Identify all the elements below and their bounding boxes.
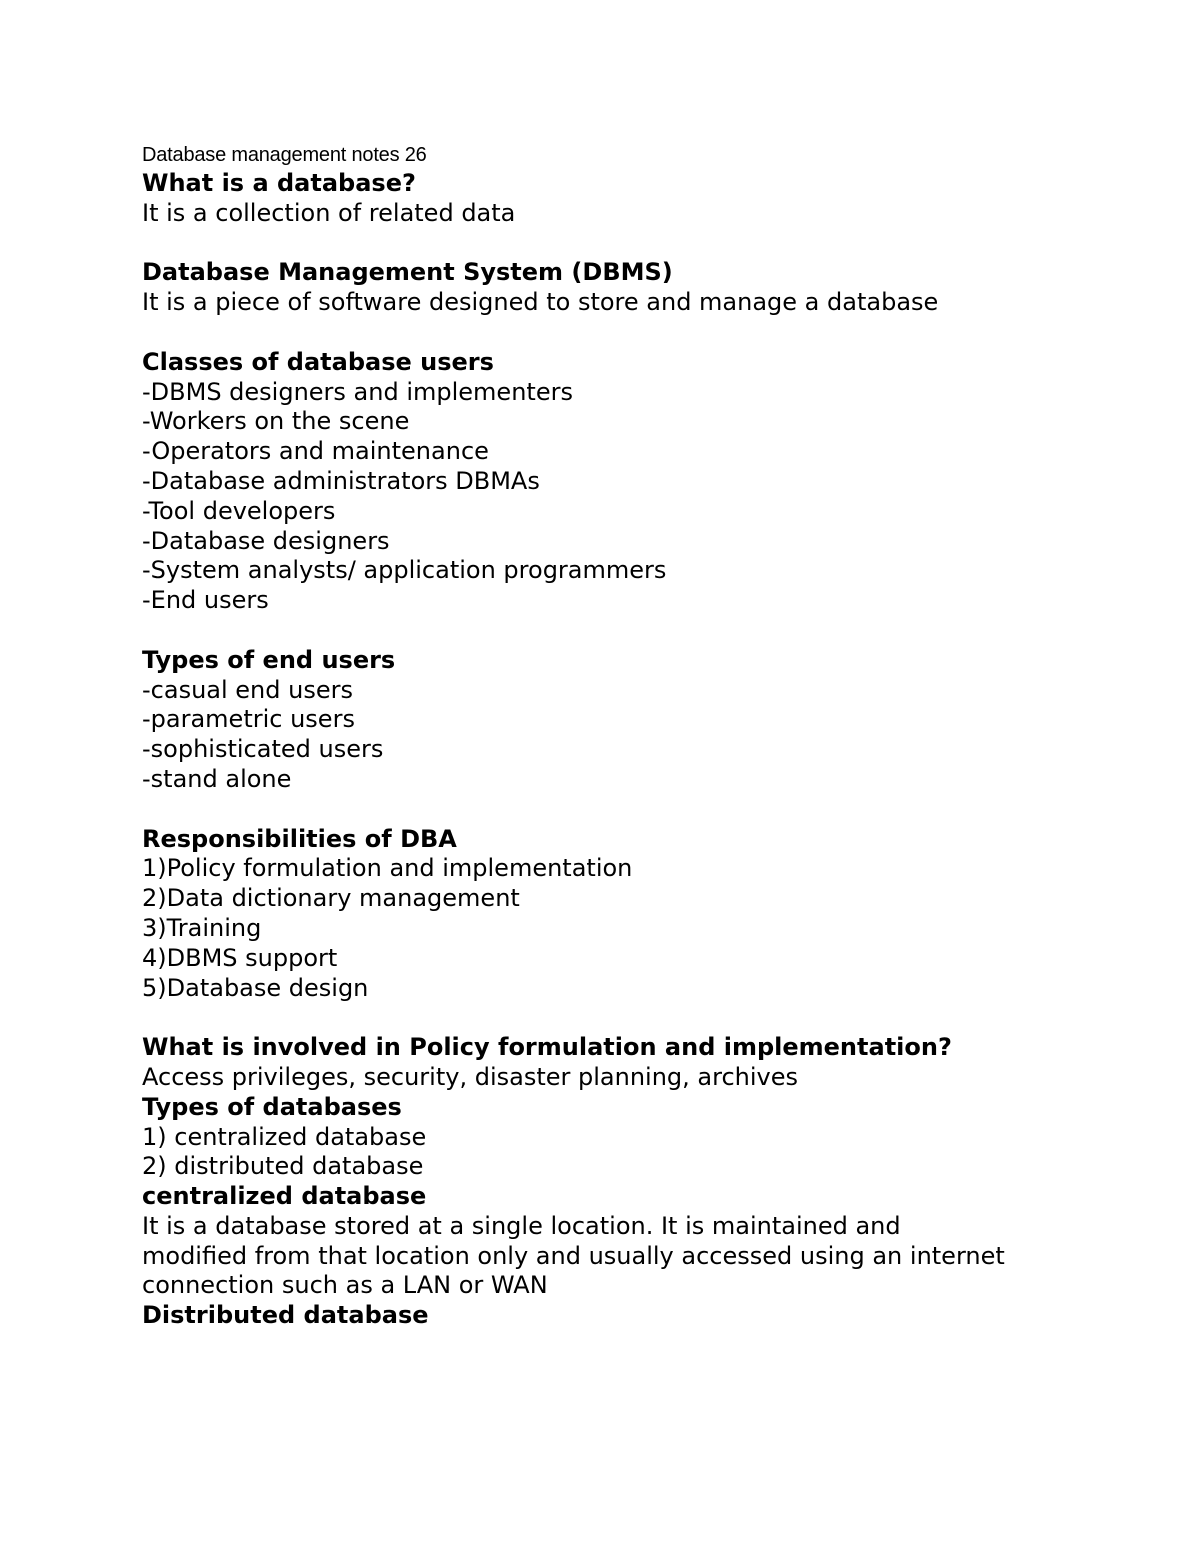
list-item: -parametric users [142,705,355,734]
document-page [142,143,1102,1331]
section-types-of-end-users [142,646,1102,795]
section-text: It is a database stored at a single location. It is maintained and [142,1211,901,1240]
blank-line [142,795,1102,825]
list-item: 1) centralized database [142,1122,427,1151]
section-text: It is a piece of software designed to store and manage a database [142,288,939,317]
section-what-is-database [142,169,1102,229]
blank-line [142,318,1102,348]
list-item: -casual end users [142,675,353,704]
list-item: -System analysts/ application programmers [142,556,667,585]
list-item: -Operators and maintenance [142,437,489,466]
blank-line [142,1003,1102,1033]
list-item: -Database administrators DBMAs [142,466,540,495]
document-header: Database management notes 26 [142,144,427,166]
section-text: It is a collection of related data [142,198,516,227]
list-item: -sophisticated users [142,735,384,764]
section-heading: Distributed database [142,1301,429,1330]
section-text: connection such as a LAN or WAN [142,1271,548,1300]
list-item: 5)Database design [142,973,369,1002]
section-heading: What is a database? [142,169,416,197]
section-heading: Classes of database users [142,347,494,376]
list-item: -Database designers [142,526,390,555]
list-item: -Workers on the scene [142,407,410,436]
list-item: 2)Data dictionary management [142,884,520,913]
list-item: 1)Policy formulation and implementation [142,854,633,883]
section-distributed-database [142,1301,1102,1331]
section-heading: Types of databases [142,1092,402,1121]
list-item: -End users [142,586,269,615]
section-text: modified from that location only and usually accessed using an internet [142,1241,1005,1270]
section-centralized-database [142,1182,1102,1301]
section-responsibilities-of-dba [142,825,1102,1004]
section-policy-formulation [142,1033,1102,1093]
section-dbms [142,258,1102,318]
section-types-of-databases [142,1093,1102,1182]
list-item: 4)DBMS support [142,943,338,972]
list-item: 3)Training [142,913,262,942]
list-item: 2) distributed database [142,1152,424,1181]
list-item: -stand alone [142,764,292,793]
list-item: -Tool developers [142,496,336,525]
blank-line [142,229,1102,259]
section-heading: Responsibilities of DBA [142,824,457,853]
section-heading: centralized database [142,1182,427,1211]
section-heading: Database Management System (DBMS) [142,258,673,287]
blank-line [142,616,1102,646]
list-item: -DBMS designers and implementers [142,377,573,406]
section-heading: Types of end users [142,645,396,674]
section-text: Access privileges, security, disaster planning, archives [142,1062,798,1091]
section-classes-of-users [142,348,1102,616]
section-heading: What is involved in Policy formulation and implementation? [142,1033,952,1062]
